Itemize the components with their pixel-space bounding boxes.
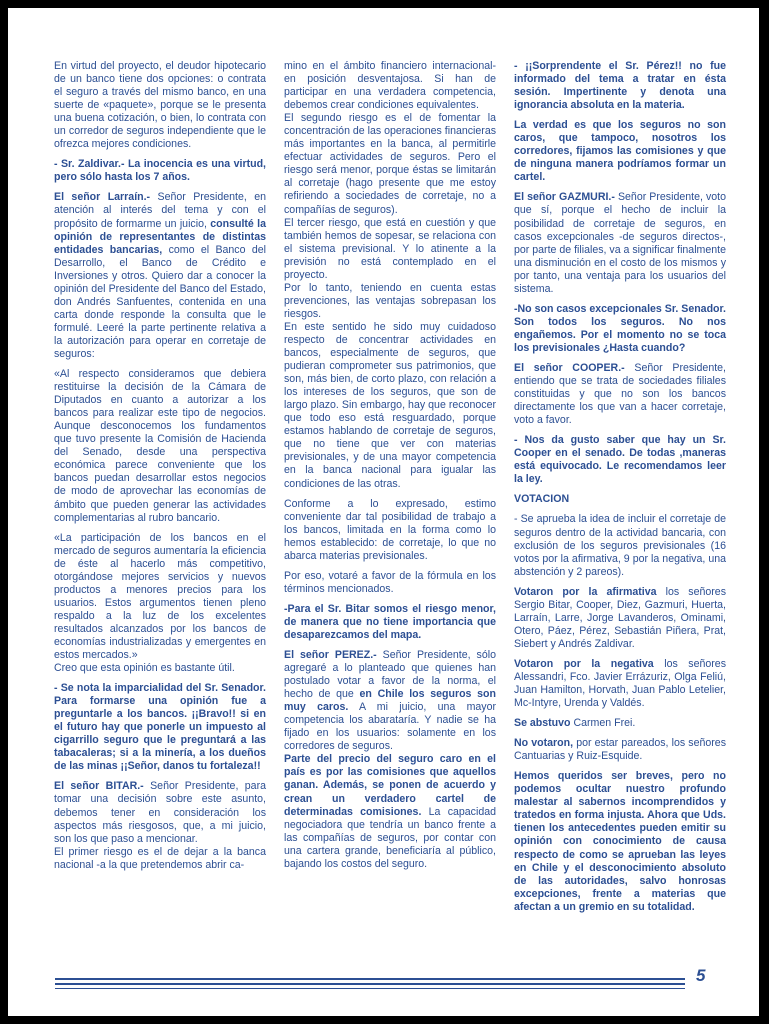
speaker-name: El señor Larraín.- — [54, 191, 151, 204]
speaker-name: El señor PEREZ.- — [284, 649, 377, 662]
footer-rules — [55, 976, 685, 990]
footer-rule — [55, 988, 685, 989]
speech-paragraph — [284, 649, 496, 753]
column-left — [54, 60, 266, 879]
page-number: 5 — [696, 966, 706, 985]
closing-paragraph: Hemos queridos ser breves, pero no podemos ocultar nuestro profundo malestar al sabernos incomprendidos y tratedos en forma injusta. Ahora que Uds. tienen los antecedentes pueden emitir su opinión con conocimiento de causa respecto de como se aprueban las leyes en Chile y el desconocimiento absoluto de las autoridades, salvo honrosas excepciones, frente a materias que afectan a un gremio en su totalidad. — [514, 770, 726, 913]
speech-text: Señor Presidente, voto que sí, porque el hecho de incluir la posibilidad de corretaje de seguros, en casos excepcionales -de seguros directos-, por parte de filiales, va a significar finalmente una disminución en el costo de los mismos y por tanto, una ventaja para los usuarios del sistema. — [514, 191, 726, 295]
vote-lead: Votaron por la negativa — [514, 657, 654, 670]
speaker-name: El señor COOPER.- — [514, 361, 625, 374]
speaker-name: El señor BITAR.- — [54, 780, 144, 793]
paragraph: Por lo tanto, teniendo en cuenta estas prevenciones, las ventajas sobrepasan los riesgos. — [284, 281, 496, 320]
paragraph: El tercer riesgo, que está en cuestión y que también hemos de sopesar, se relaciona con el sistema previsional. Y lo atinente a la previsión no está contemplado en el proyecto. — [284, 216, 496, 281]
commentary-paragraph: - ¡¡Sorprendente el Sr. Pérez!! no fue informado del tema a tratar en ésta sesión. Impertinente y denota una ignorancia absoluta en la materia. — [514, 60, 726, 112]
speech-emphasis: Parte del precio del seguro caro en el país es por las comisiones que aquellos ganan. Además, se ponen de acuerdo y crean un verdadero cartel de determinadas comisiones. — [284, 753, 496, 818]
commentary-paragraph: - Sr. Zaldivar.- La inocencia es una virtud, pero sólo hasta los 7 años. — [54, 158, 266, 184]
column-middle — [284, 60, 496, 878]
speaker-name: El señor GAZMURI.- — [514, 191, 615, 204]
vote-text: los señores Alessandri, Fco. Javier Errázuriz, Olga Feliú, Juan Hamilton, Horvath, Juan Pablo Letelier, Mc-Intyre, Urenda y Valdés. — [514, 657, 726, 710]
commentary-paragraph: - Se nota la imparcialidad del Sr. Senador. Para formarse una opinión fue a preguntarle a los bancos. ¡¡Bravo!! si en el futuro hay que ponerle un impuesto al cigarrillo seguro que le preguntará a las tabacaleras; si a la minería, a los dueños de las minas ¡¡Señor, danos tu fortaleza!! — [54, 682, 266, 773]
commentary-paragraph: -Para el Sr. Bitar somos el riesgo menor, de manera que no tiene importancia que desaparezcamos del mapa. — [284, 602, 496, 641]
speech-text: como el Banco del Desarrollo, el Banco de Crédito e Inversiones y otros. Quiero dar a conocer la opinión del Presidente del Banco del Estado, don Andrés Sanfuentes, contenida en una carta donde responde la consulta que le formulé. Leeré la parte pertinente relativa a la autorización para operar en corretaje de seguros: — [54, 243, 266, 360]
paragraph: - Se aprueba la idea de incluir el corretaje de seguros dentro de la actividad bancaria, con exclusión de los seguros previsionales (16 votos por la afirmativa, 9 por la negativa, una abstención y 2 pareos). — [514, 513, 726, 578]
commentary-paragraph: La verdad es que los seguros no son caros, que tampoco, nosotros los corredores, fijamos las comisiones y que de ninguna manera podríamos formar un cartel. — [514, 119, 726, 184]
quote-paragraph: «Al respecto consideramos que debiera restituirse la decisión de la Cámara de Diputados en cuanto a autorizar a los bancos para realizar este tipo de negocios. Aunque desconocemos los fundamentos que tuvo presente la Comisión de Hacienda del Senado, desde una perspectiva económica parece conveniente que los bancos puedan desarrollar estos negocios de modo de aprovechar las economías de ámbito que pueden generar las actividades complementarias al rubro bancario. — [54, 368, 266, 524]
vote-lead: Se abstuvo — [514, 717, 571, 730]
footer-rule — [55, 978, 685, 980]
paragraph: En virtud del proyecto, el deudor hipotecario de un banco tiene dos opciones: o contrata el seguro a través del mismo banco, en una suerte de «paquete», porque se le presenta una buena cotización, o bien, lo contrata con un corredor de seguros independiente que le ofrezca mejores condiciones. — [54, 60, 266, 151]
section-heading: VOTACION — [514, 493, 570, 506]
vote-lead: Votaron por la afirmativa — [514, 585, 657, 598]
document-page — [8, 8, 759, 1016]
commentary-paragraph: - Nos da gusto saber que hay un Sr. Cooper en el senado. De todas ,maneras está equivocado. Le recomendamos leer la ley. — [514, 434, 726, 486]
vote-lead: No votaron, — [514, 737, 574, 750]
speech-paragraph — [514, 191, 726, 295]
paragraph: En este sentido he sido muy cuidadoso respecto de concentrar actividades en bancos, especialmente de seguros, que pudieran comprometer sus patrimonios, que son, más bien, de corto plazo, con relación a los intereses de los seguros, que son de largo plazo. Sin embargo, hay que reconocer que todo eso está resguardado, porque estamos hablando de corretaje de seguros, que no tiene que ver con materias previsionales, y de una mayor competencia en la banca nacional para igualar las condiciones de las otras. — [284, 320, 496, 490]
speech-emphasis: consulté la opinión de representantes de distintas entidades bancarias, — [54, 217, 266, 256]
paragraph: Creo que esta opinión es bastante útil. — [54, 662, 235, 675]
vote-text: Carmen Frei. — [570, 717, 636, 730]
paragraph: Conforme a lo expresado, estimo conveniente dar tal posibilidad de trabajo a los bancos, limitada en la forma como lo hemos establecido: de corretaje, lo que no abarca materias previsionales. — [284, 497, 496, 562]
speech-paragraph — [54, 780, 266, 845]
speech-text: A mi juicio, una mayor competencia los abarataría. Y nadie se ha fijado en los usuarios: solamente en los corredores de seguros. — [284, 701, 496, 753]
footer-rule — [55, 983, 685, 985]
commentary-paragraph: -No son casos excepcionales Sr. Senador. Son todos los seguros. No nos engañemos. Por el momento no se toca los previsionales ¿Hasta cuando? — [514, 302, 726, 354]
paragraph: El segundo riesgo es el de fomentar la concentración de las operaciones financieras más importantes en la banca, al permitirle efectuar actividades de seguros. Pero el riesgo será menor, porque éstas se limitarán al corretaje (hago presente que me estoy refiriendo a sociedades de corretaje, no a compañías de seguros). — [284, 112, 497, 216]
paragraph: Por eso, votaré a favor de la fórmula en los términos mencionados. — [284, 569, 496, 595]
speech-paragraph — [514, 362, 726, 427]
vote-paragraph — [514, 737, 726, 763]
column-right — [514, 60, 726, 921]
vote-paragraph — [514, 586, 726, 651]
speech-paragraph — [54, 191, 266, 361]
speech-text: La capacidad negociadora que tendría un banco frente a las compañías de seguros, por contar con una cartera grande, beneficiaría al público, bajando los costos del seguro. — [284, 805, 497, 870]
vote-text: por estar pareados, los señores Cantuarias y Ruiz-Esquide. — [514, 737, 726, 763]
commentary-paragraph — [284, 753, 496, 870]
quote-paragraph: «La participación de los bancos en el mercado de seguros aumentaría la eficiencia de éste al hacerlo más competitivo, otorgándose mejores servicios y nuevos productos a menores precios para los usuarios. Estos argumentos tienen pleno respaldo a la luz de los excelentes resultados alcanzados por los bancos de economías industrializadas y emergentes en estos mercados.» — [54, 531, 266, 662]
speech-text: Señor Presidente, sólo agregaré a lo planteado que quienes han postulado votar a favor de la norma, el hecho de que — [284, 649, 496, 701]
speech-text: Señor Presidente, entiendo que se trata de sociedades filiales constituidas y que no son los bancos directamente los que van a hacer corretaje, voto a favor. — [514, 361, 726, 427]
speech-emphasis: en Chile los seguros son muy caros. — [284, 688, 497, 714]
speech-text: Señor Presidente, para tomar una decisión sobre este asunto, debemos tener en consideración los aspectos más riesgosos, que, a mi juicio, son los que paso a mencionar. — [54, 780, 266, 845]
paragraph: El primer riesgo es el de dejar a la banca nacional -a la que pretendemos abrir ca- — [54, 845, 266, 871]
vote-paragraph — [514, 717, 726, 730]
vote-paragraph — [514, 658, 726, 710]
speech-text: Señor Presidente, en atención al interés del tema y con el propósito de formarme un juicio, — [54, 191, 266, 230]
paragraph: mino en el ámbito financiero internacional- en posición desventajosa. Si han de participar en una verdadera competencia, debemos crear condiciones equivalentes. — [284, 60, 496, 112]
vote-text: los señores Sergio Bitar, Cooper, Diez, Gazmuri, Huerta, Larraín, Larre, Jorge Lavanderos, Ominami, Otero, Páez, Pérez, Sebastián Piñera, Prat, Siebert y Andrés Zaldivar. — [514, 585, 726, 650]
